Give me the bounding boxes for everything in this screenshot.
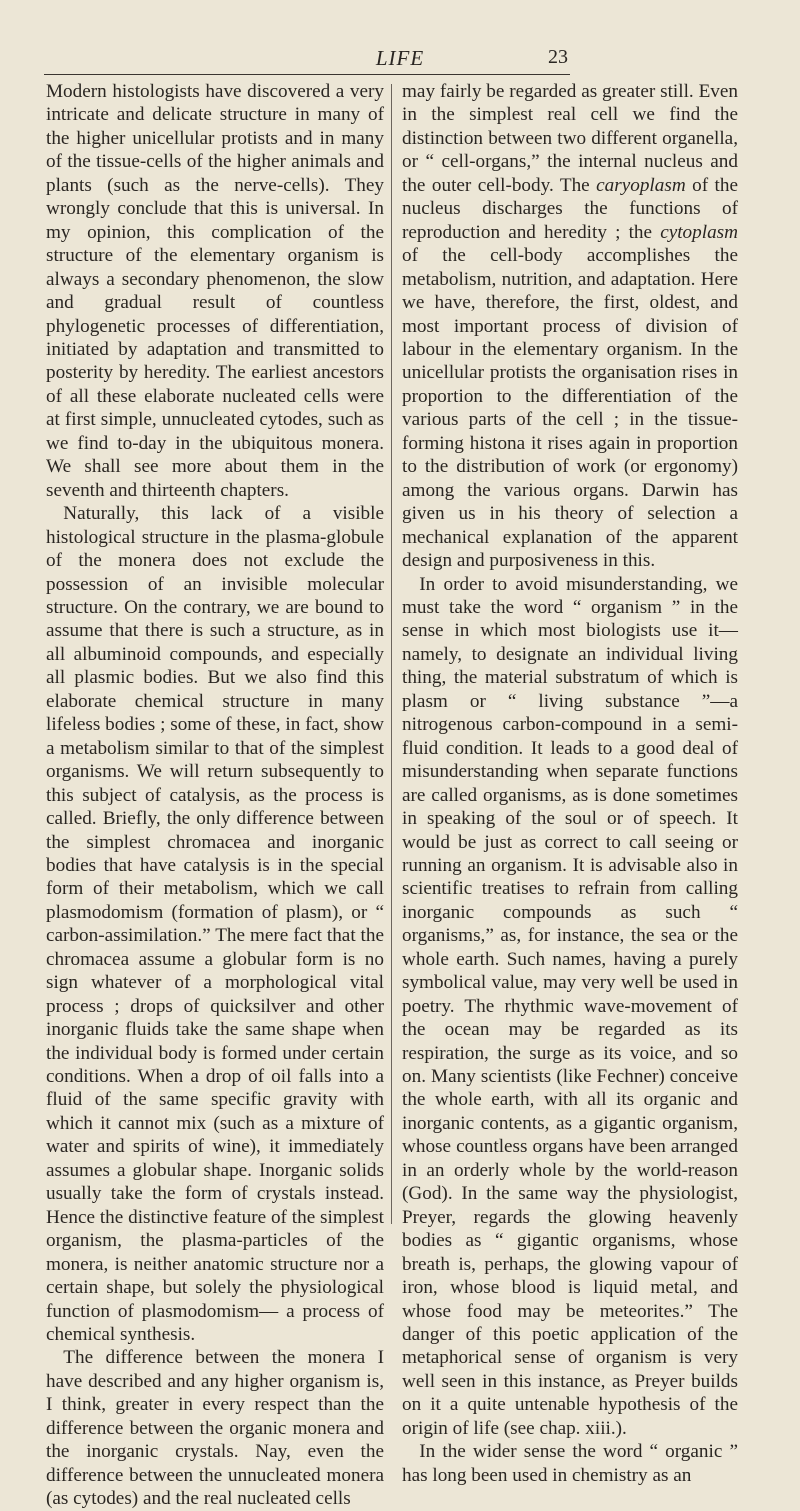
paragraph: Naturally, this lack of a visible histological structure in the plasma-globule of the monera does not exclude the possession of an invisible molecular structure. On the contrary, we are bound to assume that there is such a structure, as in all albuminoid compounds, and especially all plasmic bodies. But we also find this elaborate chemical structure in many lifeless bodies ; some of these, in fact, show a metabolism similar to that of the simplest organisms. We will return subsequently to this subject of catalysis, as the process is called. Briefly, the only difference between the simplest chromacea and inorganic bodies that have catalysis is in the special form of their metabolism, which we call plasmodomism (formation of plasm), or “ carbon-assimilation.” The mere fact that the chromacea assume a globular form is no sign whatever of a morphological vital process ; drops of quicksilver and other inorganic fluids take the same shape when the individual body is formed under certain conditions. When a drop of oil falls into a fluid of the same specific gravity with which it cannot mix (such as a mixture of water and spirits of wine), it immediately assumes a globular shape. Inorganic solids usually take the form of crystals instead. Hence the distinctive feature of the simplest organism, the plasma-particles of the monera, is neither anatomic structure nor a certain shape, but solely the physiological function of plasmodomism— a process of chemical synthesis. [46,503,384,1346]
italic-term-caryoplasm: caryoplasm [596,174,686,196]
paragraph: In order to avoid misunderstanding, we must take the word “ organism ” in the sense in which most biologists use it— namely, to designate an individual living thing, the material substratum of which is plasm or “ living substance ”—a nitrogenous carbon-compound in a semi-fluid condition. It leads to a good deal of misunderstanding when separate functions are called organisms, as is done sometimes in speaking of the soul or of speech. It would be just as correct to call seeing or running an organism. It is advisable also in scientific treatises to refrain from calling inorganic compounds as such “ organisms,” as, for instance, the sea or the whole earth. Such names, having a purely symbolical value, may very well be used in poetry. The rhythmic wave-movement of the ocean may be regarded as its respiration, the surge as its voice, and so on. Many scientists (like Fechner) conceive the whole earth, with all its organic and inorganic contents, as a gigantic organism, whose countless organs have been arranged in an orderly whole by the world-reason (God). In the same way the physiologist, Preyer, regards the glowing heavenly bodies as “ gigantic organisms, whose breath is, perhaps, the glowing vapour of iron, whose blood is liquid metal, and whose food may be meteorites.” The danger of this poetic application of the metaphorical sense of organism is very well seen in this instance, as Preyer builds on it a quite untenable hypothesis of the origin of life (see chap. xiii.). [402,573,738,1439]
paragraph [402,80,738,573]
header-rule [44,74,570,75]
text-run: of the cell-body accomplishes the metabolism, nutrition, and adaptation. Here we have, therefore, the first, oldest, and most important process of division of labour in the elementary organism. In the unicellular protists the organisation rises in proportion to the differentiation of the various parts of the cell ; in the tissue-forming histona it rises again in proportion to the distribution of work (or ergonomy) among the various organs. Darwin has given us in his theory of selection a mechanical explanation of the apparent design and purposiveness in this. [402,245,738,572]
italic-term-cytoplasm: cytoplasm [660,221,738,243]
right-column [402,80,738,1487]
text-run: may fairly be regarded as greater still. Even in the simplest real cell we find the distinction between two different organella, or “ cell-organs,” the internal nucleus and the outer cell-body. The [402,81,738,196]
text-run: of the nucleus discharges the functions of reproduction and heredity ; the [402,174,738,243]
paragraph: The difference between the monera I have described and any higher organism is, I think, greater in every respect than the difference between the organic monera and the inorganic crystals. Nay, even the difference between the unnucleated monera (as cytodes) and the real nucleated cells [46,1347,384,1510]
paragraph: Modern histologists have discovered a very intricate and delicate structure in many of the higher unicellular protists and in many of the tissue-cells of the higher animals and plants (such as the nerve-cells). They wrongly conclude that this is universal. In my opinion, this complication of the structure of the elementary organism is always a secondary phenomenon, the slow and gradual result of countless phylogenetic processes of differentiation, initiated by adaptation and transmitted to posterity by heredity. The earliest ancestors of all these elaborate nucleated cells were at first simple, unnucleated cytodes, such as we find to-day in the ubiquitous monera. We shall see more about them in the seventh and thirteenth chapters. [46,81,384,501]
paragraph: In the wider sense the word “ organic ” has long been used in chemistry as an [402,1441,738,1486]
page-number: 23 [548,46,568,68]
left-column [46,80,384,1511]
running-title: LIFE [375,46,425,70]
column-divider [391,84,392,1224]
